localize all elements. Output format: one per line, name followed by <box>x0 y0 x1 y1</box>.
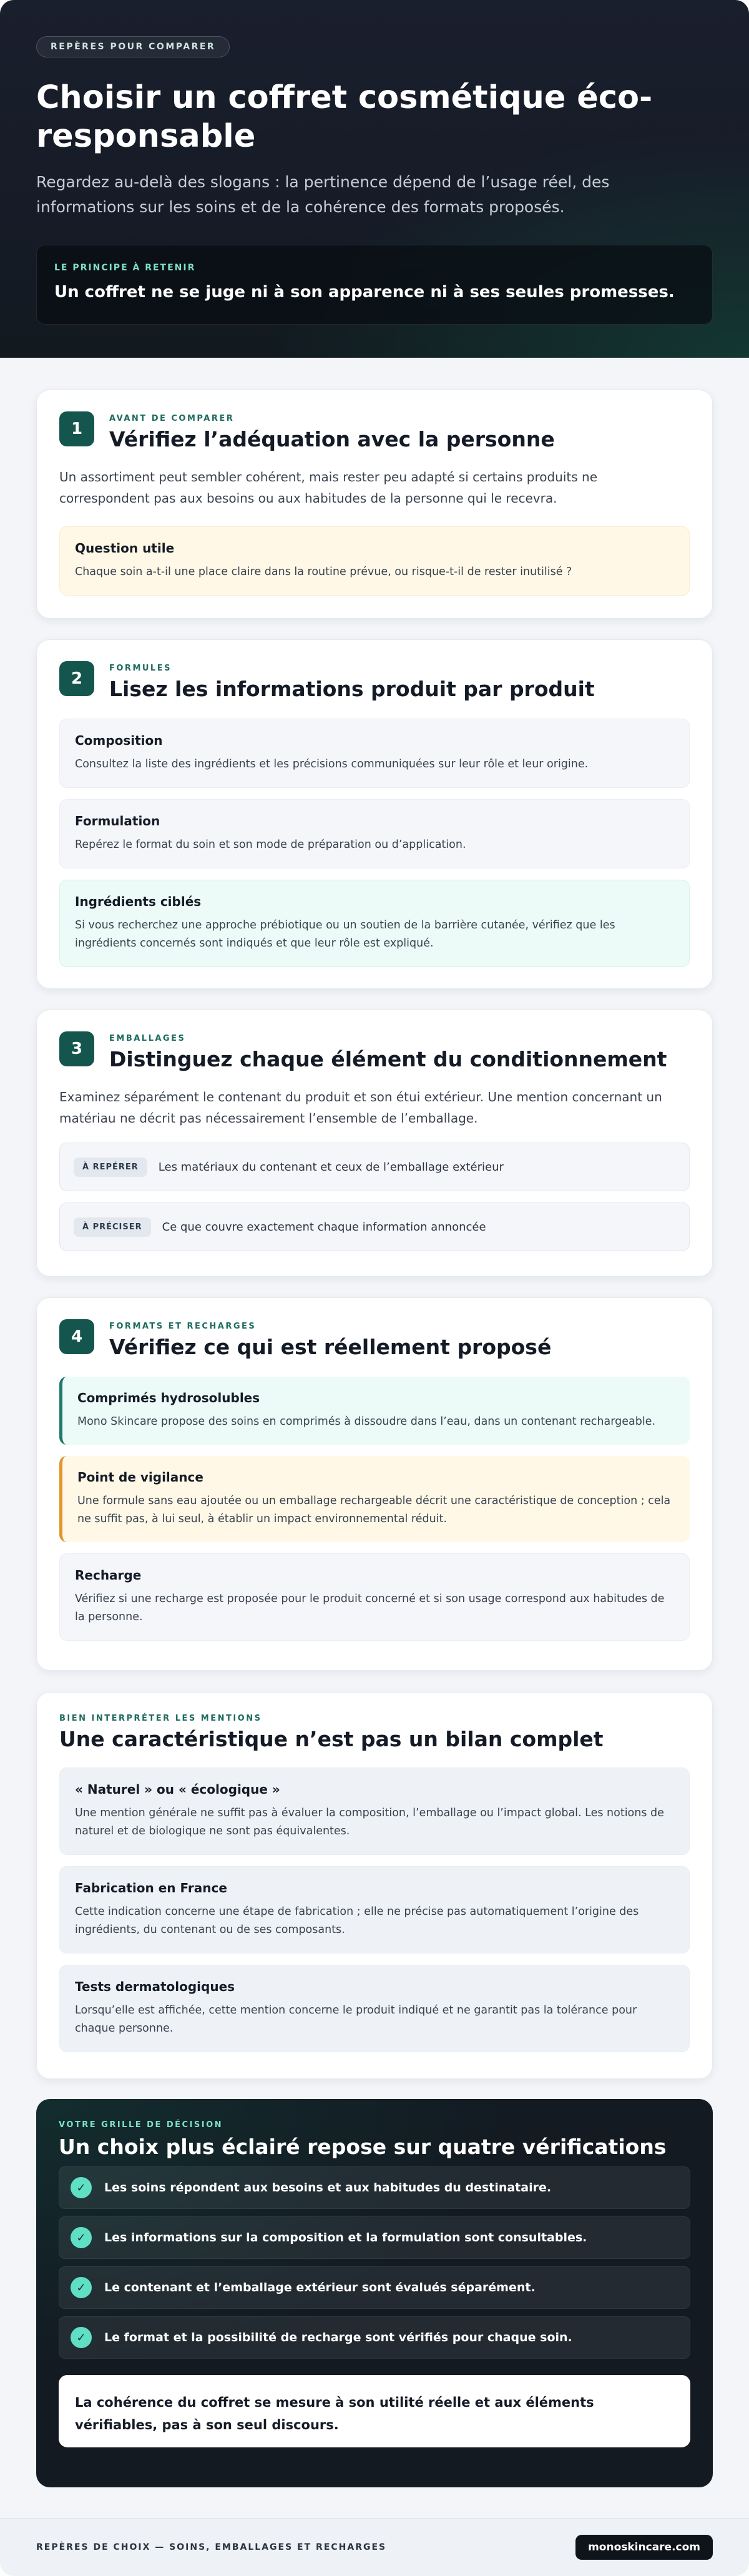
tag-text: Les matériaux du contenant et ceux de l’emballage extérieur <box>158 1160 504 1174</box>
section-header <box>59 661 690 701</box>
conclusion-box: La cohérence du coffret se mesure à son utilité réelle et aux éléments vérifiables, pas à son seul discours. <box>59 2375 690 2447</box>
section-body: Examinez séparément le contenant du produit et son étui extérieur. Une mention concernant un matériau ne décrit pas nécessairement l’ensemble de l’emballage. <box>59 1089 662 1126</box>
checklist-item <box>59 2216 690 2259</box>
website-link[interactable]: monoskincare.com <box>575 2535 713 2560</box>
tag-text: Ce que couvre exactement chaque information annoncée <box>162 1220 486 1234</box>
checklist-item <box>59 2316 690 2359</box>
info-box-text: Si vous recherchez une approche prébiotique ou un soutien de la barrière cutanée, vérifiez que les ingrédients concernés sont indiqués et que leur rôle est expliqué. <box>75 919 615 950</box>
section-title: Lisez les informations produit par produit <box>109 677 595 701</box>
section-header <box>59 1031 690 1071</box>
section-card-2 <box>36 639 713 989</box>
step-number-badge: 4 <box>59 1319 94 1354</box>
section-title: Vérifiez l’adéquation avec la personne <box>109 427 555 451</box>
info-box-recharge <box>59 1553 690 1641</box>
section-title: Une caractéristique n’est pas un bilan complet <box>59 1727 604 1751</box>
info-box-title: Tests dermatologiques <box>75 1979 235 1994</box>
info-box-text: Lorsqu’elle est affichée, cette mention concerne le produit indiqué et ne garantit pas la tolérance pour chaque personne. <box>75 2004 637 2035</box>
info-box-title: Recharge <box>75 1568 142 1583</box>
mention-box-naturel <box>59 1767 690 1855</box>
checklist-text: Les soins répondent aux besoins et aux habitudes du destinataire. <box>104 2181 552 2195</box>
checklist-text: Le format et la possibilité de recharge sont vérifiés pour chaque soin. <box>104 2331 572 2344</box>
info-box-title: Ingrédients ciblés <box>75 894 202 909</box>
section-card-4 <box>36 1297 713 1671</box>
tag-badge: À PRÉCISER <box>74 1217 151 1237</box>
page-title: Choisir un coffret cosmétique éco-responsable <box>36 79 653 155</box>
check-icon: ✓ <box>71 2227 92 2248</box>
info-box-text: Mono Skincare propose des soins en comprimés à dissoudre dans l’eau, dans un contenant rechargeable. <box>77 1415 656 1428</box>
section-header <box>59 1319 690 1359</box>
checklist-item <box>59 2166 690 2209</box>
info-box-title: Composition <box>75 733 163 748</box>
section-kicker: FORMULES <box>109 664 172 673</box>
info-box-text: Une mention générale ne suffit pas à évaluer la composition, l’emballage ou l’impact global. Les notions de naturel et de biologique ne sont pas équivalentes. <box>75 1807 664 1837</box>
info-box-title: Question utile <box>75 541 175 556</box>
check-icon: ✓ <box>71 2327 92 2348</box>
info-box-text: Chaque soin a-t-il une place claire dans la routine prévue, ou risque-t-il de rester inutilisé ? <box>75 566 572 578</box>
section-kicker: AVANT DE COMPARER <box>109 414 235 423</box>
footer-caption: REPÈRES DE CHOIX — SOINS, EMBALLAGES ET RECHARGES <box>36 2542 387 2552</box>
info-box-comprimes <box>59 1377 690 1445</box>
mentions-card <box>36 1692 713 2079</box>
info-box-composition <box>59 719 690 788</box>
checklist-item <box>59 2266 690 2309</box>
section-title: Un choix plus éclairé repose sur quatre vérifications <box>59 2135 667 2159</box>
section-card-1 <box>36 390 713 619</box>
info-box-title: Point de vigilance <box>77 1470 203 1485</box>
info-box-title: « Naturel » ou « écologique » <box>75 1782 280 1797</box>
step-number-badge: 3 <box>59 1031 94 1066</box>
principle-text: Un coffret ne se juge ni à son apparence ni à ses seules promesses. <box>54 283 675 302</box>
section-card-3 <box>36 1010 713 1277</box>
checklist-text: Le contenant et l’emballage extérieur sont évalués séparément. <box>104 2281 536 2294</box>
info-box-ingredients <box>59 880 690 967</box>
principle-kicker: LE PRINCIPE À RETENIR <box>54 263 196 273</box>
info-box-formulation <box>59 799 690 868</box>
section-body: Un assortiment peut sembler cohérent, mais rester peu adapté si certains produits ne correspondent pas aux besoins ou aux habitudes de la personne qui le recevra. <box>59 469 597 506</box>
tag-badge: À REPÉRER <box>74 1158 147 1177</box>
section-kicker: VOTRE GRILLE DE DÉCISION <box>59 2120 223 2130</box>
section-kicker: FORMATS ET RECHARGES <box>109 1322 257 1331</box>
info-box-text: Vérifiez si une recharge est proposée pour le produit concerné et si son usage correspond aux habitudes de la personne. <box>75 1593 665 1623</box>
info-box-text: Cette indication concerne une étape de fabrication ; elle ne précise pas automatiquement l’origine des ingrédients, du contenant ou de ses composants. <box>75 1905 639 1936</box>
checklist-text: Les informations sur la composition et la formulation sont consultables. <box>104 2231 587 2244</box>
check-icon: ✓ <box>71 2277 92 2298</box>
check-icon: ✓ <box>71 2177 92 2198</box>
info-box-title: Comprimés hydrosolubles <box>77 1390 260 1405</box>
tag-row-reperer <box>59 1143 690 1191</box>
info-box-title: Fabrication en France <box>75 1880 227 1895</box>
hero-banner <box>0 0 749 358</box>
hero-pill: REPÈRES POUR COMPARER <box>36 36 230 57</box>
section-title: Distinguez chaque élément du conditionnement <box>109 1047 667 1071</box>
footer <box>0 2518 749 2576</box>
mention-box-tests <box>59 1965 690 2052</box>
decision-card <box>36 2099 713 2487</box>
principle-box <box>36 245 713 325</box>
hero-lead: Regardez au-delà des slogans : la pertinence dépend de l’usage réel, des informations sur les soins et de la cohérence des formats proposés. <box>36 173 610 216</box>
mention-box-fabrication <box>59 1866 690 1954</box>
info-box-question <box>59 526 690 596</box>
section-title: Vérifiez ce qui est réellement proposé <box>109 1335 552 1359</box>
info-box-vigilance <box>59 1456 690 1542</box>
info-box-text: Consultez la liste des ingrédients et les précisions communiquées sur leur rôle et leur origine. <box>75 758 589 770</box>
section-kicker: EMBALLAGES <box>109 1034 186 1043</box>
section-header <box>59 411 690 451</box>
section-kicker: BIEN INTERPRÉTER LES MENTIONS <box>59 1714 262 1723</box>
step-number-badge: 2 <box>59 661 94 696</box>
step-number-badge: 1 <box>59 411 94 446</box>
info-box-text: Une formule sans eau ajoutée ou un emballage rechargeable décrit une caractéristique de conception ; cela ne suffit pas, à lui seul, à établir un impact environnemental réduit. <box>77 1495 671 1525</box>
tag-row-preciser <box>59 1202 690 1251</box>
info-box-title: Formulation <box>75 814 160 828</box>
info-box-text: Repérez le format du soin et son mode de préparation ou d’application. <box>75 838 466 851</box>
